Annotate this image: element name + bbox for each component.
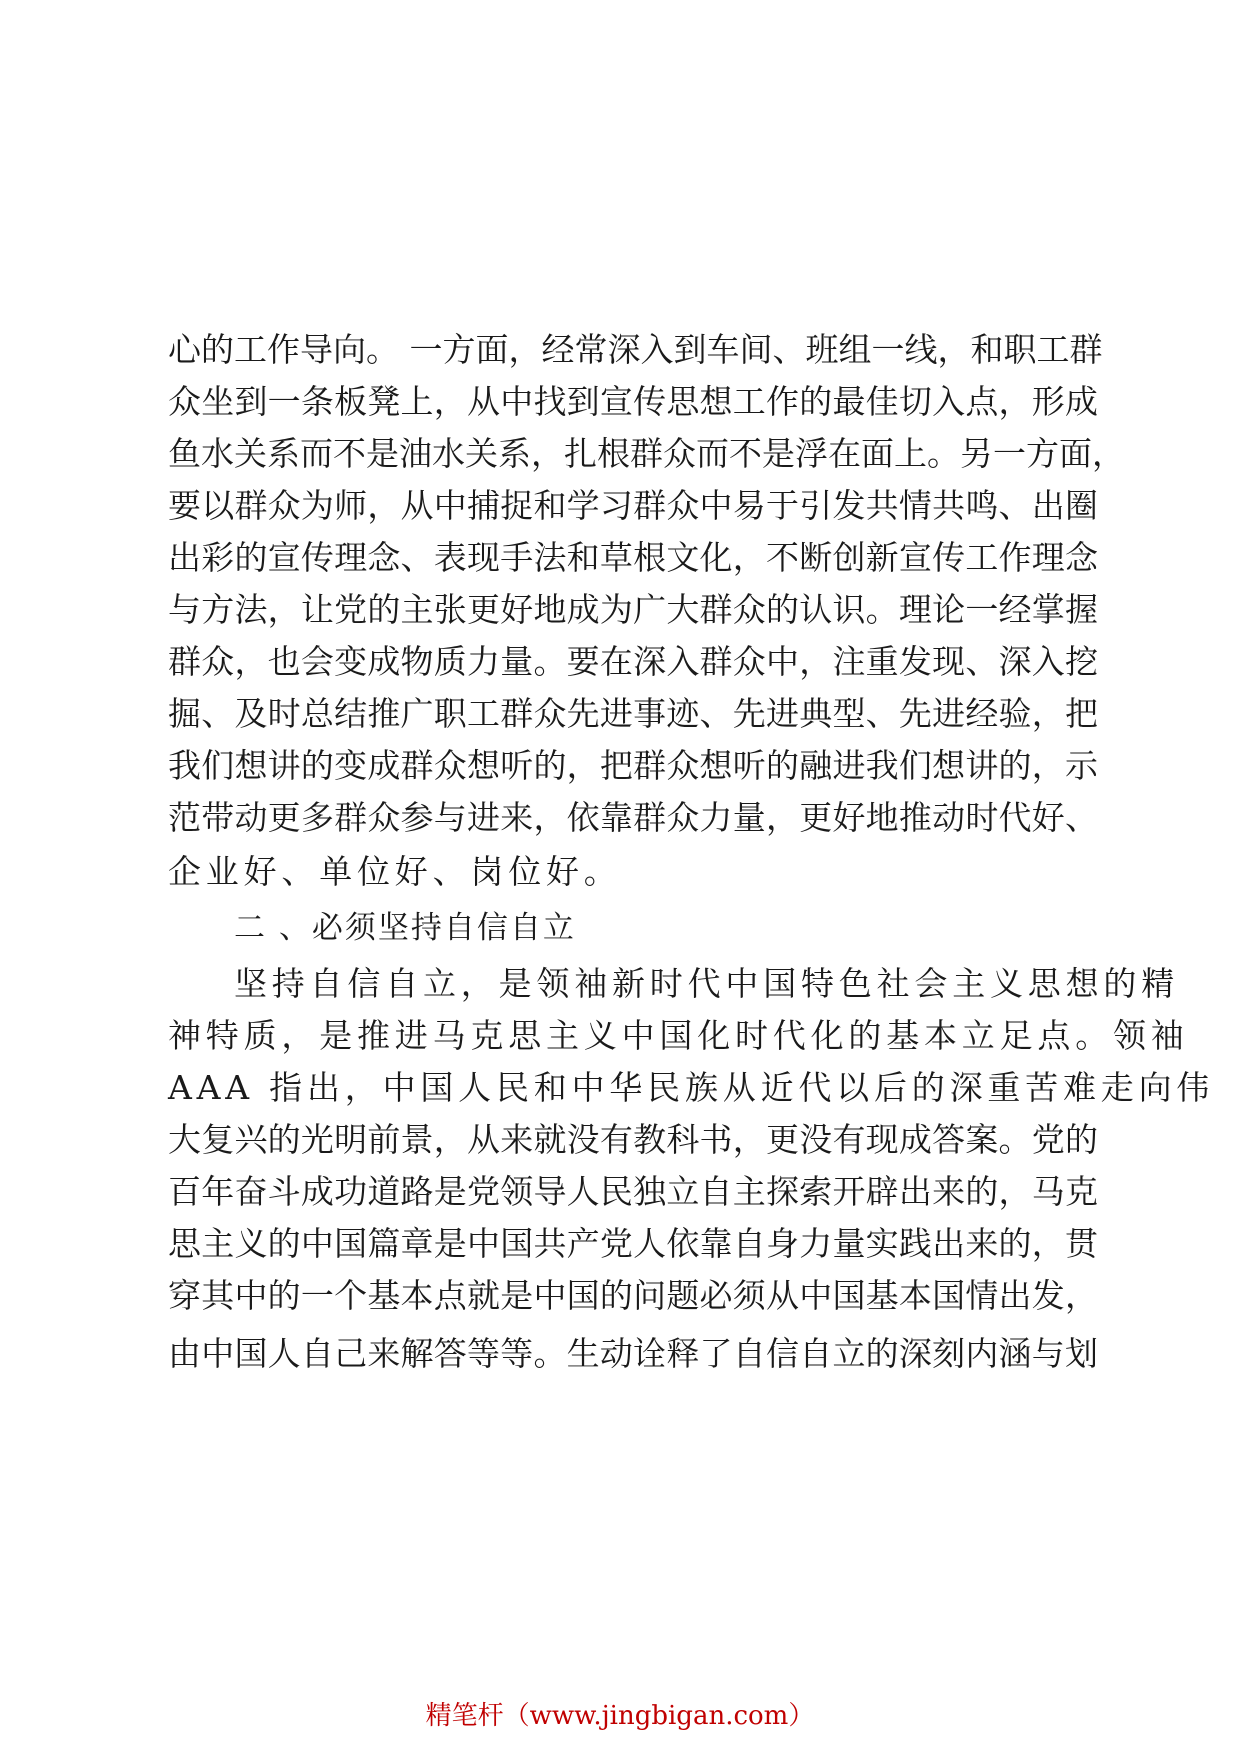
footer-watermark: 精笔杆（www.jingbigan.com） (425, 1701, 815, 1731)
text-line: 穿其中的一个基本点就是中国的问题必须从中国基本国情出发， (168, 1276, 1098, 1315)
text-line: 众坐到一条板凳上，从中找到宣传思想工作的最佳切入点，形成 (168, 382, 1098, 421)
text-line: 要以群众为师，从中捕捉和学习群众中易于引发共情共鸣、出圈 (168, 486, 1098, 525)
text-line: 心的工作导向。 一方面，经常深入到车间、班组一线，和职工群 (168, 330, 1103, 369)
section-heading: 二 、必须坚持自信自立 (234, 910, 576, 946)
text-line: 掘、及时总结推广职工群众先进事迹、先进典型、先进经验，把 (168, 694, 1098, 733)
text-line: 范带动更多群众参与进来，依靠群众力量，更好地推动时代好、 (168, 798, 1098, 837)
text-line: 由中国人自己来解答等等。生动诠释了自信自立的深刻内涵与划 (168, 1334, 1098, 1373)
text-line: AAA 指出，中国人民和中华民族从近代以后的深重苦难走向伟 (168, 1068, 1215, 1107)
text-line: 出彩的宣传理念、表现手法和草根文化，不断创新宣传工作理念 (168, 538, 1098, 577)
text-line: 企业好、单位好、岗位好。 (168, 852, 622, 891)
text-line: 我们想讲的变成群众想听的，把群众想听的融进我们想讲的，示 (168, 746, 1098, 785)
text-line: 神特质，是推进马克思主义中国化时代化的基本立足点。领袖 (168, 1016, 1189, 1055)
text-line: 群众，也会变成物质力量。要在深入群众中，注重发现、深入挖 (168, 642, 1098, 681)
text-line: 鱼水关系而不是油水关系，扎根群众而不是浮在面上。另一方面， (168, 434, 1125, 473)
text-line: 思主义的中国篇章是中国共产党人依靠自身力量实践出来的，贯 (168, 1224, 1098, 1263)
text-line: 百年奋斗成功道路是党领导人民独立自主探索开辟出来的，马克 (168, 1172, 1098, 1211)
text-line: 坚持自信自立，是领袖新时代中国特色社会主义思想的精 (234, 964, 1179, 1003)
text-line: 与方法，让党的主张更好地成为广大群众的认识。理论一经掌握 (168, 590, 1098, 629)
text-line: 大复兴的光明前景，从来就没有教科书，更没有现成答案。党的 (168, 1120, 1098, 1159)
